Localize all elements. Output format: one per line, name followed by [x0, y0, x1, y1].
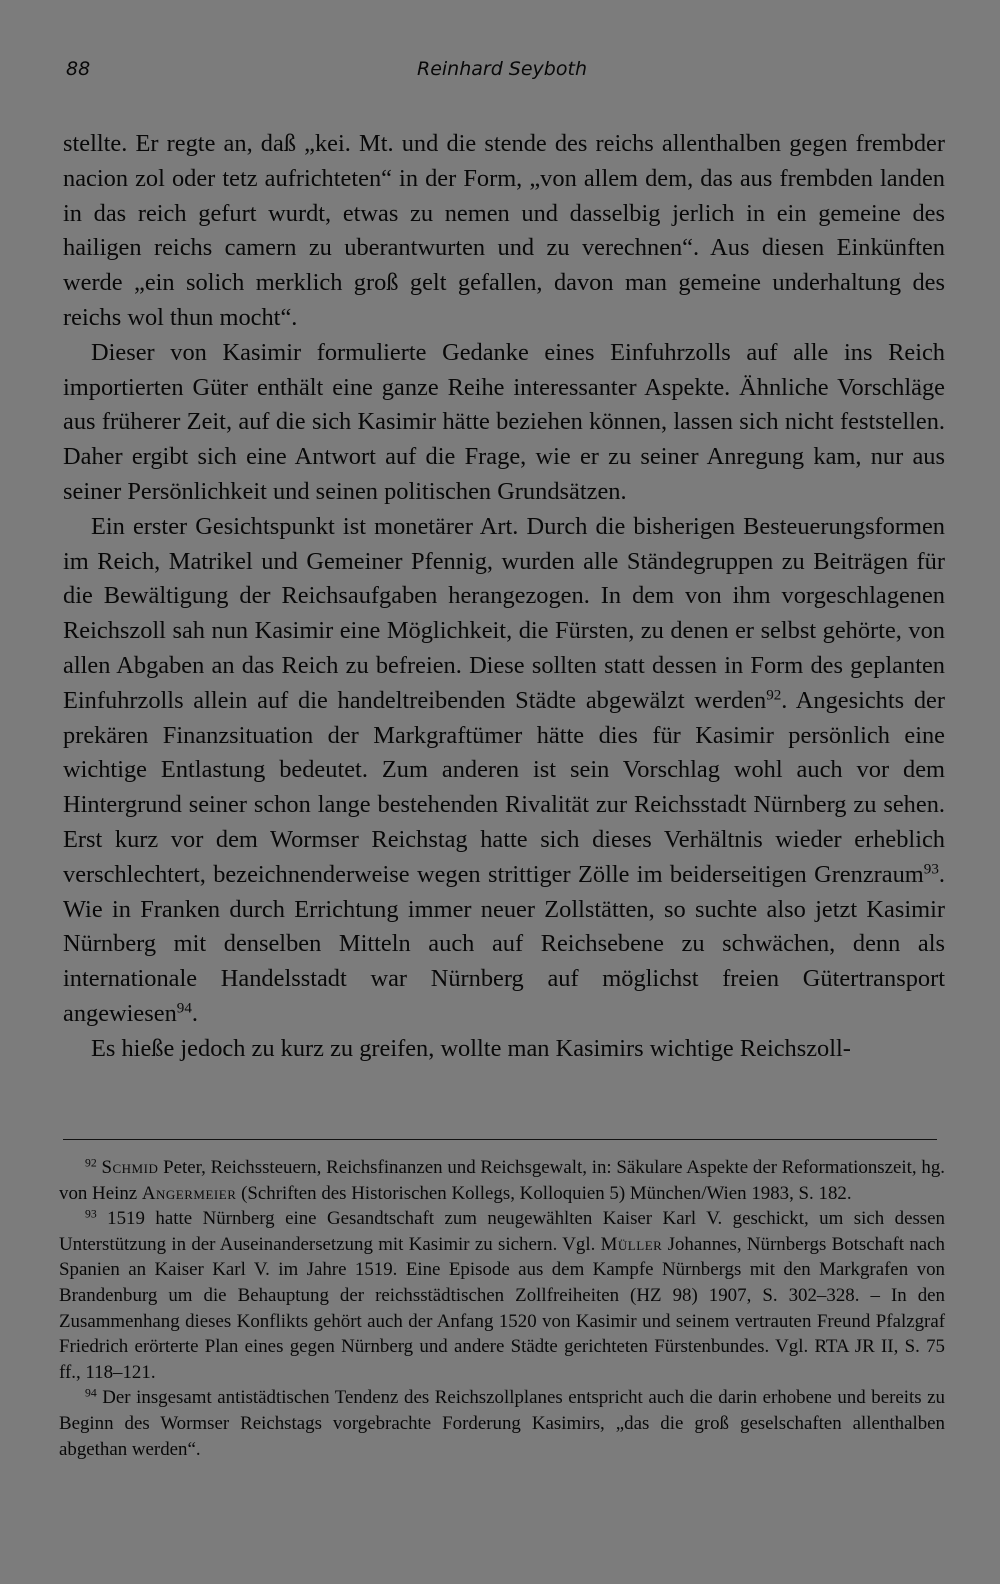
- paragraph-3: [63, 510, 945, 1032]
- paragraph-2: Dieser von Kasimir formulierte Gedanke eines Einfuhrzolls auf alle ins Reich importierten Güter enthält eine ganze Reihe interessanter Aspekte. Ähnliche Vorschläge aus früherer Zeit, auf die sich Kasimir hätte beziehen können, lassen sich nicht feststellen. Daher ergibt sich eine Antwort auf die Frage, wie er zu seiner Anregung kam, nur aus seiner Persönlichkeit und seinen politischen Grundsätzen.: [63, 338, 945, 505]
- footnote-92-editor: Angermeier: [141, 1182, 237, 1204]
- footnote-ref-92[interactable]: 92: [766, 687, 782, 704]
- paragraph-3-part-d: .: [191, 999, 198, 1027]
- page-number: 88: [66, 58, 91, 80]
- footnote-92-text-2: (Schriften des Historischen Kollegs, Kolloquien 5) München/Wien 1983, S. 182.: [236, 1182, 852, 1204]
- footnote-number-94: 94: [85, 1386, 97, 1400]
- paragraph-3-part-b: . Angesichts der prekären Finanzsituation der Markgraftümer hätte dies für Kasimir persönlich eine wichtige Entlastung bedeutet. Zum anderen ist sein Vorschlag wohl auch vor dem Hintergrund seiner schon lange bestehenden Rivalität zur Reichsstadt Nürnberg zu sehen. Erst kurz vor dem Wormser Reichstag hatte sich dieses Verhältnis wieder erheblich verschlechtert, bezeichnenderweise wegen strittiger Zölle im beiderseitigen Grenzraum: [63, 686, 945, 888]
- footnote-93-text-2: Johannes, Nürnbergs Botschaft nach Spanien an Kaiser Karl V. im Jahre 1519. Eine Episode aus dem Kampfe Nürnbergs mit den Markgrafen von Brandenburg um die Behauptung der reichsstädtischen Zollfreiheiten (HZ 98) 1907, S. 302–328. – In den Zusammenhang dieses Konflikts gehört auch der Anfang 1520 von Kasimir und seinem vertrauten Freund Pfalzgraf Friedrich erörterte Plan eines gegen Nürnberg und andere Städte gerichteten Fürstenbundes. Vgl. RTA JR II, S. 75 ff., 118–121.: [59, 1233, 945, 1383]
- paragraph-3-part-c: . Wie in Franken durch Errichtung immer neuer Zollstätten, so suchte also jetzt Kasimir Nürnberg mit denselben Mitteln auch auf Reichsebene zu schwächen, denn als internationale Handelsstadt war Nürnberg auf möglichst freien Gütertransport angewiesen: [63, 860, 945, 1027]
- footnote-ref-93[interactable]: 93: [923, 861, 939, 878]
- footnote-93-text-1: 1519 hatte Nürnberg eine Gesandtschaft zum neugewählten Kaiser Karl V. geschickt, um sich dessen Unterstützung in der Auseinandersetzung mit Kasimir zu sichern. Vgl.: [59, 1208, 945, 1255]
- footnote-94: [59, 1385, 945, 1462]
- footnote-92-author: Schmid: [101, 1157, 159, 1178]
- footnote-93-author: Müller: [600, 1233, 663, 1255]
- page-header: [64, 58, 940, 88]
- footnote-92: [59, 1155, 945, 1206]
- main-text: [63, 127, 945, 1067]
- paragraph-1: stellte. Er regte an, daß „kei. Mt. und die stende des reichs allenthalben gegen frembder nacion zol oder tetz aufrichteten“ in der Form, „von allem dem, das aus frembden landen in das reich gefurt wurdt, etwas zu nemen und dasselbig jerlich in ein gemeine des hailigen reichs camern zu uberantwurten und zu verechnen“. Aus diesen Einkünften werde „ein solich merklich groß gelt gefallen, davon man gemeine underhaltung des reichs wol thun mocht“.: [63, 130, 945, 331]
- footnote-94-text: Der insgesamt antistädtischen Tendenz des Reichszollplanes entspricht auch die darin erhobene und bereits zu Beginn des Wormser Reichstags vorgebrachte Forderung Kasimirs, „das die groß geselschaften allenthalben abgethan werden“.: [59, 1387, 945, 1460]
- footnotes: [59, 1155, 945, 1462]
- footnote-divider: [63, 1139, 937, 1140]
- running-head: Reinhard Seyboth: [417, 58, 587, 80]
- paragraph-3-part-a: Ein erster Gesichtspunkt ist monetärer Art. Durch die bisherigen Besteuerungsformen im Reich, Matrikel und Gemeiner Pfennig, wurden alle Ständegruppen zu Beiträgen für die Bewältigung der Reichsaufgaben herangezogen. In dem von ihm vorgeschlagenen Reichszoll sah nun Kasimir eine Möglichkeit, die Fürsten, zu denen er selbst gehörte, von allen Abgaben an das Reich zu befreien. Diese sollten statt dessen in Form des geplanten Einfuhrzolls allein auf die handeltreibenden Städte abgewälzt werden: [63, 512, 945, 714]
- footnote-92-text-1: Peter, Reichssteuern, Reichsfinanzen und Reichsgewalt, in: Säkulare Aspekte der Reformationszeit, hg. von Heinz: [59, 1157, 945, 1204]
- footnote-ref-94[interactable]: 94: [176, 1000, 192, 1017]
- footnote-number-93: 93: [85, 1207, 97, 1221]
- footnote-number-92: 92: [85, 1156, 97, 1170]
- footnote-93: [59, 1206, 945, 1385]
- paragraph-4: Es hieße jedoch zu kurz zu greifen, wollte man Kasimirs wichtige Reichszoll-: [91, 1034, 851, 1062]
